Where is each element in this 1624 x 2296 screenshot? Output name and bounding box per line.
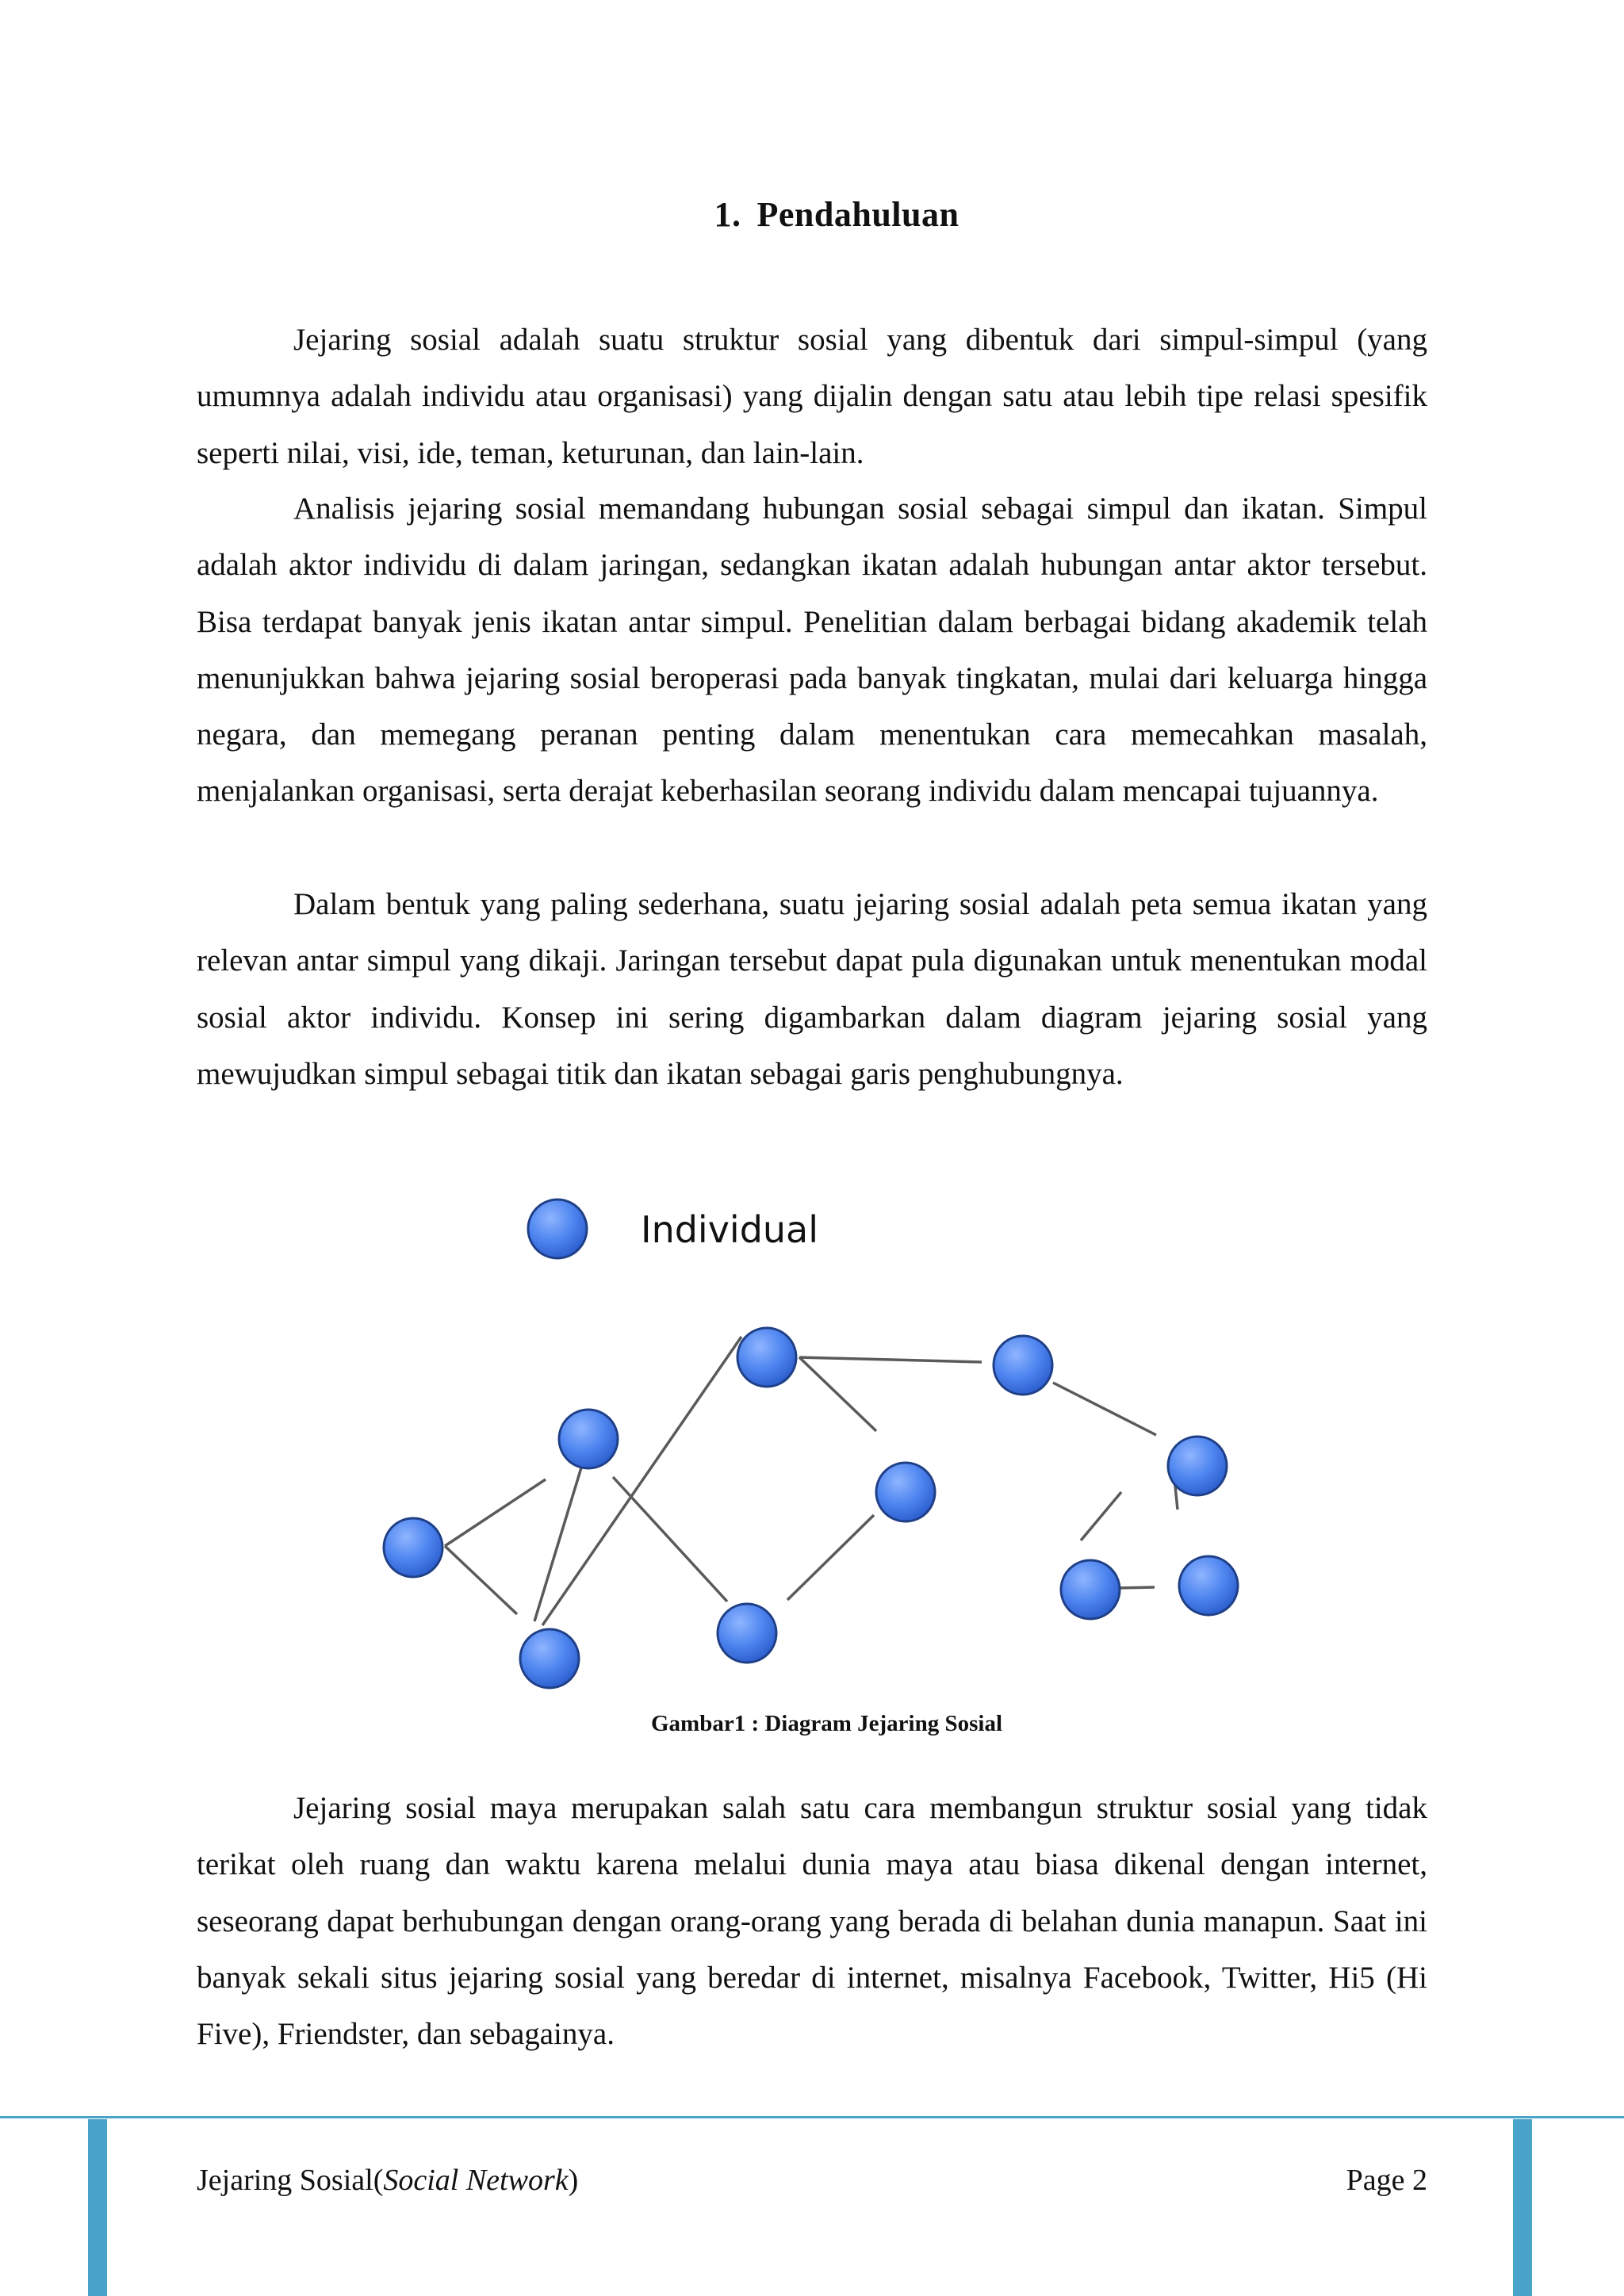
edge	[445, 1546, 517, 1614]
paragraph-1: Jejaring sosial adalah suatu struktur sosial yang dibentuk dari simpul-simpul (yang umumnya adalah individu atau organisasi) yang dijalin dengan satu atau lebih tipe relasi spesifik seperti nilai, visi, ide, teman, keturunan, dan lain-lain.	[197, 323, 1427, 470]
network-nodes	[384, 1200, 1238, 1688]
node	[559, 1410, 618, 1468]
node	[1061, 1560, 1120, 1619]
edge	[1118, 1587, 1155, 1588]
figure-caption: Gambar1 : Diagram Jejaring Sosial	[650, 1711, 1002, 1736]
edge	[787, 1515, 874, 1600]
footer-rule	[0, 2116, 1624, 2118]
social-network-diagram	[373, 1181, 1285, 1720]
footer-bar-left	[88, 2119, 107, 2296]
node	[1179, 1556, 1238, 1615]
node	[718, 1604, 776, 1663]
footer-document-title	[197, 2163, 578, 2198]
node	[994, 1336, 1052, 1395]
edge	[445, 1479, 546, 1546]
section-title: Pendahuluan	[756, 195, 959, 234]
section-number: 1.	[714, 195, 741, 234]
legend-label: Individual	[641, 1208, 819, 1251]
footer-title-plain: Jejaring Sosial(	[197, 2164, 384, 2197]
node	[384, 1518, 442, 1577]
network-graph	[373, 1181, 1285, 1720]
node	[876, 1463, 935, 1521]
footer-page-number: Page 2	[1346, 2164, 1427, 2197]
node	[520, 1629, 579, 1688]
node	[737, 1328, 796, 1387]
footer-title-close: )	[568, 2164, 579, 2197]
edge	[1081, 1492, 1121, 1540]
edge	[1053, 1383, 1156, 1435]
edge	[799, 1357, 982, 1362]
edge	[534, 1447, 588, 1621]
paragraph-2: Analisis jejaring sosial memandang hubungan sosial sebagai simpul dan ikatan. Simpul adalah aktor individu di dalam jaringan, sedangkan ikatan adalah hubungan antar aktor tersebut. Bisa terdapat banyak jenis ikatan antar simpul. Penelitian dalam berbagai bidang akademik telah menunjukkan bahwa jejaring sosial beroperasi pada banyak tingkatan, mulai dari keluarga hingga negara, dan memegang peranan penting dalam menentukan cara memecahkan masalah, menjalankan organisasi, serta derajat keberhasilan seorang individu dalam mencapai tujuannya.	[197, 492, 1427, 809]
edge	[542, 1337, 741, 1625]
paragraph-4: Jejaring sosial maya merupakan salah satu cara membangun struktur sosial yang tidak terikat oleh ruang dan waktu karena melalui dunia maya atau biasa dikenal dengan internet, seseorang dapat berhubungan dengan orang-orang yang berada di belahan dunia manapun. Saat ini banyak sekali situs jejaring sosial yang beredar di internet, misalnya Facebook, Twitter, Hi5 (Hi Five), Friendster, dan sebagainya.	[197, 1791, 1427, 2052]
footer-title-italic: Social Network	[383, 2164, 569, 2197]
section-heading	[0, 194, 1624, 235]
footer-bar-right	[1513, 2119, 1532, 2296]
paragraph-3: Dalam bentuk yang paling sederhana, suatu jejaring sosial adalah peta semua ikatan yang relevan antar simpul yang dikaji. Jaringan tersebut dapat pula digunakan untuk menentukan modal sosial aktor individu. Konsep ini sering digambarkan dalam diagram jejaring sosial yang mewujudkan simpul sebagai titik dan ikatan sebagai garis penghubungnya.	[197, 887, 1427, 1091]
node	[1168, 1437, 1227, 1495]
legend-node	[528, 1200, 587, 1258]
edge	[799, 1357, 876, 1431]
